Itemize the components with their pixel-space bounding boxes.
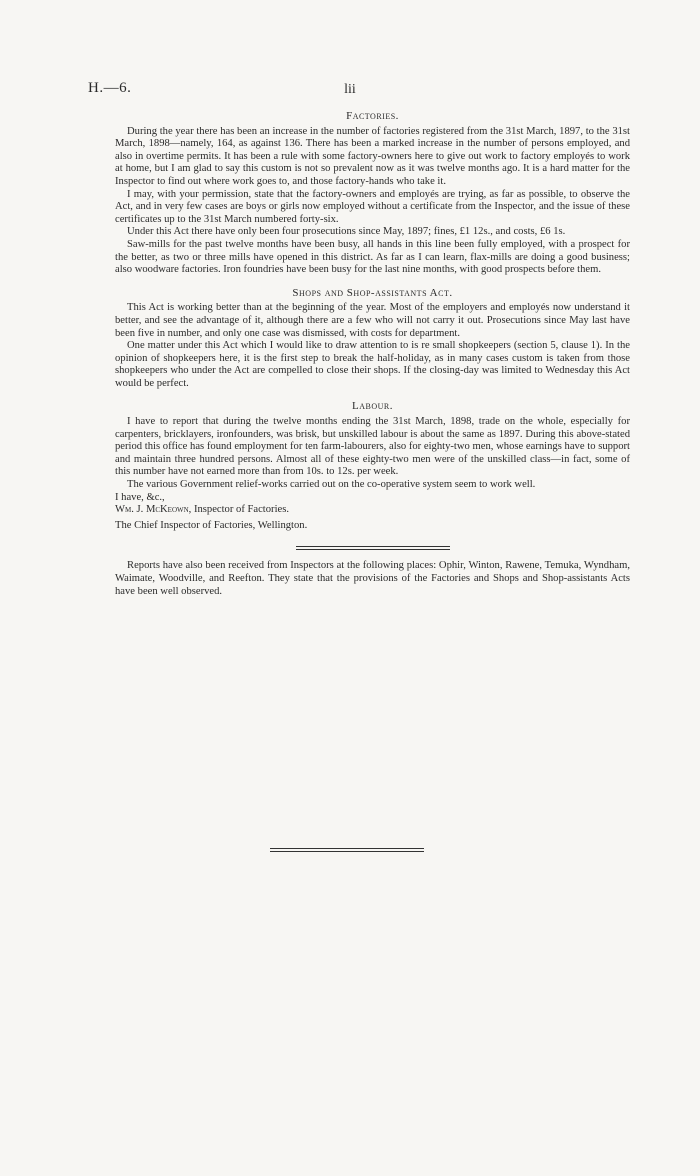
page-number: lii (344, 82, 356, 97)
signature-name: Wm. J. McKeown (115, 504, 189, 516)
factories-paragraph: Under this Act there have only been four prosecutions since May, 1897; fines, £1 12s., and costs, £6 1s. (127, 226, 566, 238)
shops-paragraph: This Act is working better than at the beginning of the year. Most of the employers and employés now understand it better, and see the advantage of it, although there are a few who will not carry it out. Prosecutions since May last have been five in number, and only one case was dismissed, with costs for department. (115, 302, 630, 339)
section-divider (296, 546, 450, 550)
addressee: The Chief Inspector of Factories, Wellington. (115, 519, 308, 531)
section-heading-factories: Factories. (346, 110, 399, 122)
report-body (115, 110, 630, 598)
closing-salutation: I have, &c., (115, 491, 165, 503)
section-heading-labour: Labour. (352, 400, 393, 413)
labour-paragraph: I have to report that during the twelve months ending the 31st March, 1898, trade on the whole, especially for carpenters, bricklayers, ironfounders, was brisk, but unskilled labour is about the same as 1897. During this above-stated period this office has found employment for ten farm-labourers, also for eighty-two men, whose earnings have to support and maintain three hundred persons. Almost all of these eighty-two men were of the unskilled class—in fact, some of this number have not earned more than from 10s. to 12s. per week. (115, 416, 630, 478)
section-heading-shops: Shops and Shop-assistants Act. (292, 286, 453, 299)
signature-title: , Inspector of Factories. (188, 504, 289, 516)
shops-paragraph: One matter under this Act which I would like to draw attention to is re small shopkeepers (section 5, clause 1). In the opinion of shopkeepers here, it is the first step to break the half-holiday, as in many cases custom is taken from those shopkeepers who under the Act are compelled to close their shops. If the closing-day was limited to Wednesday this Act would be perfect. (115, 340, 630, 389)
factories-paragraph: During the year there has been an increase in the number of factories registered from the 31st March, 1897, to the 31st March, 1898—namely, 164, as against 136. There has been a marked increase in the number of persons employed, and also in overtime permits. It has been a rule with some factory-owners here to give out work to factory employés to work at home, but I am glad to say this custom is not so prevalent now as it was twelve months ago. It is a hard matter for the Inspector to find out where work goes to, and those factory-hands who take it. (115, 125, 630, 187)
reports-paragraph: Reports have also been received from Inspectors at the following places: Ophir, Winton, Rawene, Temuka, Wyndham, Waimate, Woodville, and Reefton. They state that the provisions of the Factories and Shops and Shop-assistants Acts have been well observed. (115, 560, 630, 597)
end-divider (270, 848, 424, 852)
factories-paragraph: I may, with your permission, state that the factory-owners and employés are trying, as far as possible, to observe the Act, and in very few cases are boys or girls now employed without a certificate from the Inspector, and the issue of these certificates up to the 31st March numbered forty-six. (115, 188, 630, 225)
labour-paragraph: The various Government relief-works carried out on the co-operative system seem to work well. (127, 479, 536, 491)
factories-paragraph: Saw-mills for the past twelve months have been busy, all hands in this line been fully employed, with a prospect for the better, as two or three mills have opened in this district. As far as I can learn, flax-mills are doing a good business; also woodware factories. Iron foundries have been busy for the last nine months, with good prospects before them. (115, 238, 630, 276)
document-reference: H.—6. (88, 80, 132, 96)
signature (115, 504, 630, 517)
